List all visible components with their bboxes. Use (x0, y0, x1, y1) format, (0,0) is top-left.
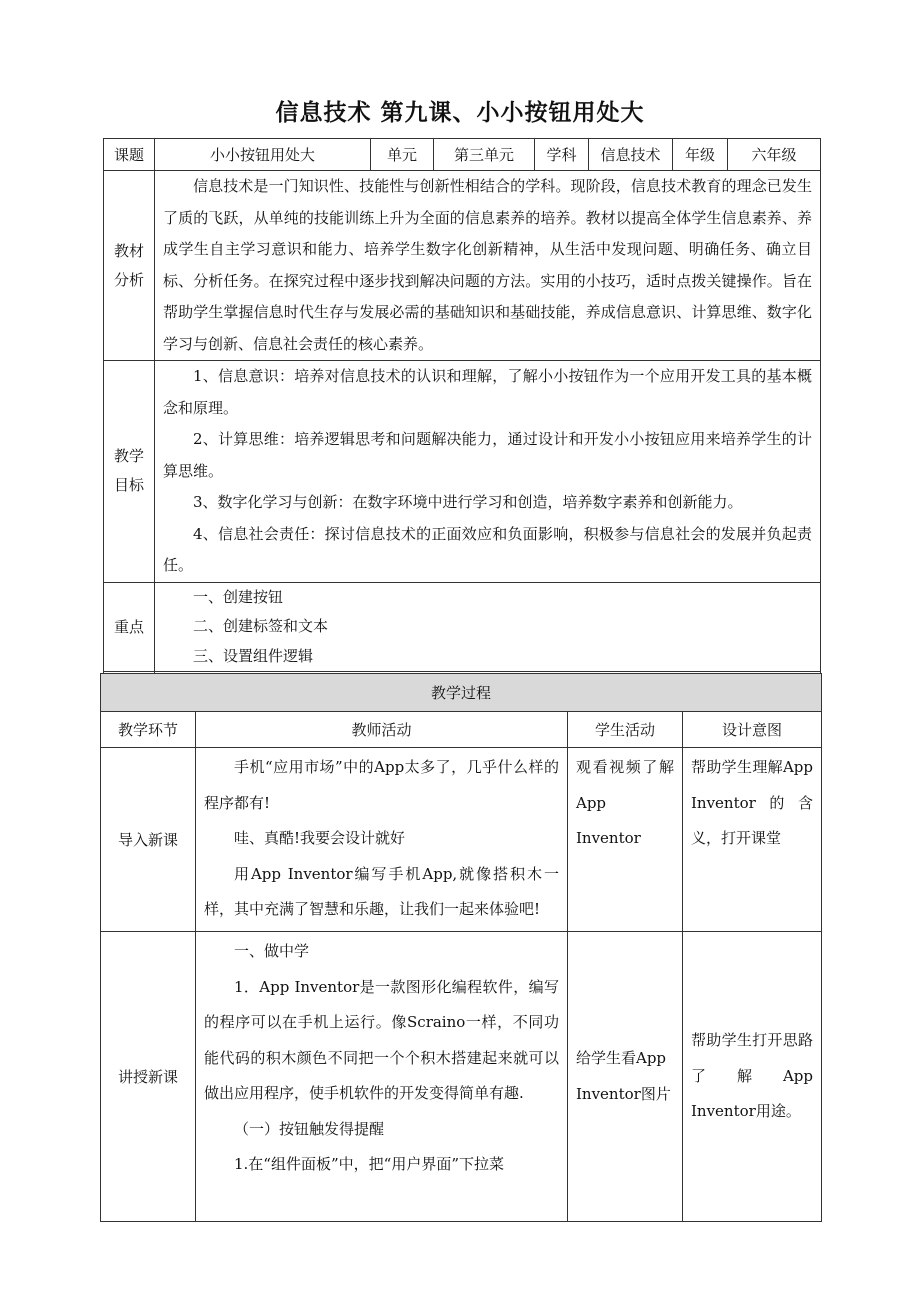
topic-value: 小小按钮用处大 (155, 139, 371, 171)
stage-cell: 讲授新课 (101, 932, 196, 1222)
page-title: 信息技术 第九课、小小按钮用处大 (275, 100, 645, 126)
teacher-paragraph: 哇、真酷!我要会设计就好 (234, 829, 406, 847)
goals-cell (155, 361, 821, 583)
key-point-item: 三、设置组件逻辑 (193, 646, 314, 665)
stage-cell: 导入新课 (101, 748, 196, 932)
student-activity-text: 给学生看App Inventor图片 (576, 1049, 671, 1103)
teacher-paragraph: 用App Inventor编写手机App,就像搭积木一样，其中充满了智慧和乐趣，让我们一起来体验吧! (204, 864, 559, 918)
key-point-item: 二、创建标签和文本 (193, 617, 329, 635)
unit-value: 第三单元 (434, 139, 535, 171)
teacher-activity-cell (196, 932, 568, 1222)
goal-item: 1、信息意识：培养对信息技术的认识和理解，了解小小按钮作为一个应用开发工具的基本概念和原理。 (163, 367, 812, 417)
teacher-paragraph: （一）按钮触发得提醒 (234, 1119, 385, 1138)
key-points-label: 重点 (104, 582, 155, 672)
grade-value: 六年级 (728, 139, 821, 171)
subject-value: 信息技术 (589, 139, 673, 171)
teacher-activity-cell (196, 748, 568, 932)
goals-label (104, 361, 155, 583)
col-intent-header: 设计意图 (683, 712, 822, 748)
key-points-cell (155, 582, 821, 672)
goals-label-line1: 教学 (113, 447, 144, 466)
teaching-process-table (100, 673, 822, 1222)
student-activity-cell (568, 748, 683, 932)
grade-label: 年级 (673, 139, 728, 171)
unit-label: 单元 (371, 139, 434, 171)
analysis-label-line2: 分析 (113, 270, 144, 289)
col-teacher-header: 教师活动 (196, 712, 568, 748)
analysis-label-line1: 教材 (113, 241, 144, 260)
goals-label-line2: 目标 (113, 476, 144, 495)
analysis-cell (155, 171, 821, 361)
process-header: 教学过程 (101, 674, 822, 712)
design-intent-cell (683, 932, 822, 1222)
analysis-text: 信息技术是一门知识性、技能性与创新性相结合的学科。现阶段，信息技术教育的理念已发生了质的飞跃，从单纯的技能训练上升为全面的信息素养的培养。教材以提高全体学生信息素养、养成学生自主学习意识和能力、培养学生数字化创新精神，从生活中发现问题、明确任务、确立目标、分析任务。在探究过程中逐步找到解决问题的方法。实用的小技巧，适时点拨关键操作。旨在帮助学生掌握信息时代生存与发展必需的基础知识和基础技能，养成信息意识、计算思维、数字化学习与创新、信息社会责任的核心素养。 (163, 177, 812, 353)
design-intent-cell (683, 748, 822, 932)
design-intent-text: 帮助学生理解App Inventor的含义，打开课堂 (691, 758, 814, 847)
student-activity-text: 观看视频了解App Inventor (576, 758, 674, 847)
design-intent-text: 帮助学生打开思路了解App Inventor用途。 (691, 1031, 814, 1121)
teacher-paragraph: 1．App Inventor是一款图形化编程软件，编写的程序可以在手机上运行。像Scraino一样，不同功能代码的积木颜色不同把一个个积木搭建起来就可以做出应用程序，使手机软件的开发变得简单有趣. (204, 977, 559, 1102)
student-activity-cell (568, 932, 683, 1222)
key-point-item: 一、创建按钮 (193, 587, 284, 606)
subject-label: 学科 (535, 139, 589, 171)
goal-item: 2、计算思维：培养逻辑思考和问题解决能力，通过设计和开发小小按钮应用来培养学生的计算思维。 (163, 430, 812, 480)
col-stage-header: 教学环节 (101, 712, 196, 748)
col-student-header: 学生活动 (568, 712, 683, 748)
analysis-label (104, 171, 155, 361)
goal-item: 4、信息社会责任：探讨信息技术的正面效应和负面影响，积极参与信息社会的发展并负起责任。 (163, 524, 812, 574)
topic-label: 课题 (104, 139, 155, 171)
teacher-paragraph: 手机“应用市场”中的App太多了，几乎什么样的程序都有! (204, 758, 559, 812)
teacher-paragraph: 一、做中学 (234, 942, 310, 960)
lesson-info-table (103, 138, 821, 704)
goal-item: 3、数字化学习与创新：在数字环境中进行学习和创造，培养数字素养和创新能力。 (193, 493, 743, 511)
teacher-paragraph: 1.在“组件面板”中，把“用户界面”下拉菜 (234, 1155, 504, 1173)
